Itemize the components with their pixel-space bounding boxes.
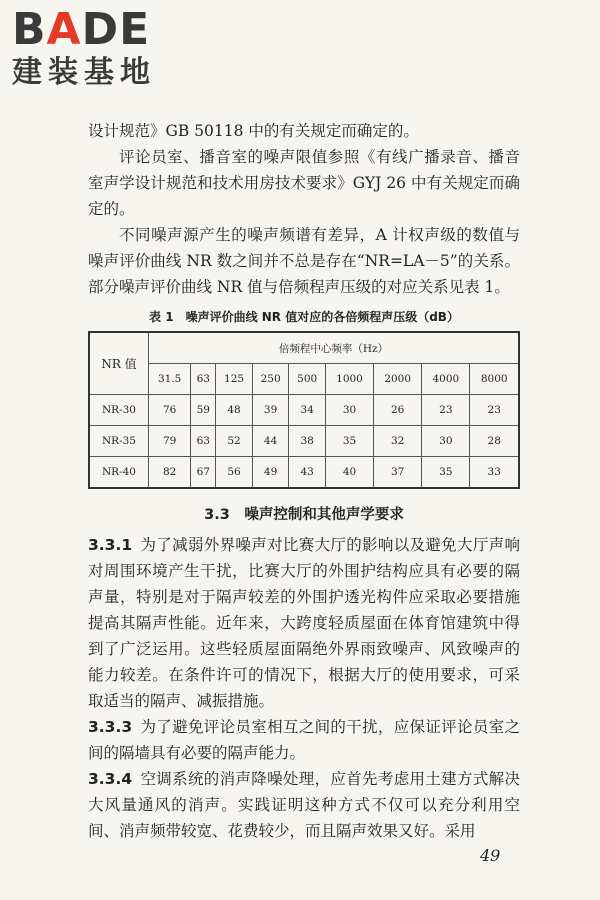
table-caption: 表 1 噪声评价曲线 NR 值对应的各倍频程声压级（dB） (149, 310, 459, 324)
table-cell: 32 (374, 426, 422, 457)
row-label: NR-40 (89, 457, 149, 489)
clause-text: 空调系统的消声降噪处理，应首先考虑用土建方式解决大风量通风的消声。实践证明这种方式不仅可以充分利用空间、消声频带较宽、花费较少，而且隔声效果又好。采用 (88, 770, 520, 840)
freq-header: 倍频程中心频率（Hz） (149, 332, 520, 364)
clause-3-3-4 (88, 766, 520, 844)
table-row (89, 457, 519, 489)
clause-number: 3.3.1 (88, 536, 133, 554)
brand-logo (12, 6, 156, 90)
table-cell: 26 (374, 395, 422, 426)
logo-subtitle: 建装基地 (12, 55, 156, 90)
table-cell: 82 (149, 457, 191, 489)
paragraph-2: 评论员室、播音室的噪声限值参照《有线广播录音、播音室声学设计规范和技术用房技术要求》GYJ 26 中有关规定而确定的。 (88, 148, 520, 218)
freq-cell: 1000 (325, 364, 373, 395)
clause-3-3-3 (88, 714, 520, 766)
freq-row (89, 364, 519, 395)
table-cell: 63 (191, 426, 216, 457)
table-cell: 52 (216, 426, 253, 457)
page-number: 49 (480, 846, 501, 865)
clause-text: 为了减弱外界噪声对比赛大厅的影响以及避免大厅声响对周围环境产生干扰，比赛大厅的外围护结构应具有必要的隔声量，特别是对于隔声较差的外围护透光构件应采取必要措施提高其隔声性能。近年来，大跨度轻质屋面在体育馆建筑中得到了广泛运用。这些轻质屋面隔绝外界雨致噪声、风致噪声的能力较差。在条件许可的情况下，根据大厅的使用要求，可采取适当的隔声、减振措施。 (88, 536, 520, 710)
table-cell: 79 (149, 426, 191, 457)
table-cell: 49 (252, 457, 289, 489)
clause-3-3-1 (88, 532, 520, 714)
freq-cell: 31.5 (149, 364, 191, 395)
logo-letters-de: DE (81, 4, 151, 55)
logo-letter-a: A (46, 4, 82, 55)
row-label: NR-35 (89, 426, 149, 457)
table-cell: 35 (325, 426, 373, 457)
section-title: 3.3 噪声控制和其他声学要求 (204, 507, 404, 523)
freq-cell: 250 (252, 364, 289, 395)
table-cell: 59 (191, 395, 216, 426)
table-row (89, 395, 519, 426)
clause-number: 3.3.4 (88, 770, 133, 788)
freq-cell: 125 (216, 364, 253, 395)
page-content (88, 118, 520, 844)
row-label: NR-30 (89, 395, 149, 426)
clause-number: 3.3.3 (88, 718, 133, 736)
table-cell: 39 (252, 395, 289, 426)
table-cell: 28 (470, 426, 519, 457)
table-cell: 44 (252, 426, 289, 457)
table-cell: 30 (325, 395, 373, 426)
table-cell: 76 (149, 395, 191, 426)
table-cell: 48 (216, 395, 253, 426)
table-cell: 56 (216, 457, 253, 489)
freq-cell: 2000 (374, 364, 422, 395)
table-cell: 35 (422, 457, 470, 489)
nr-header: NR 值 (89, 332, 149, 395)
table-cell: 43 (289, 457, 326, 489)
table-cell: 30 (422, 426, 470, 457)
freq-cell: 8000 (470, 364, 519, 395)
freq-cell: 63 (191, 364, 216, 395)
logo-wordmark (12, 6, 156, 54)
table-cell: 33 (470, 457, 519, 489)
table-header-row (89, 332, 519, 364)
table-cell: 40 (325, 457, 373, 489)
freq-cell: 4000 (422, 364, 470, 395)
freq-cell: 500 (289, 364, 326, 395)
table-cell: 38 (289, 426, 326, 457)
table-row (89, 426, 519, 457)
logo-letter-b: B (12, 4, 47, 55)
table-cell: 34 (289, 395, 326, 426)
table-cell: 37 (374, 457, 422, 489)
table-cell: 23 (470, 395, 519, 426)
table-cell: 23 (422, 395, 470, 426)
table-cell: 67 (191, 457, 216, 489)
clause-text: 为了避免评论员室相互之间的干扰，应保证评论员室之间的隔墙具有必要的隔声能力。 (88, 718, 520, 762)
nr-table (88, 331, 520, 489)
paragraph-1: 设计规范》GB 50118 中的有关规定而确定的。 (88, 122, 419, 140)
paragraph-3: 不同噪声源产生的噪声频谱有差异，A 计权声级的数值与噪声评价曲线 NR 数之间并不总是存在“NR=LA－5”的关系。部分噪声评价曲线 NR 值与倍频程声压级的对应关系见表 1。 (88, 226, 520, 296)
